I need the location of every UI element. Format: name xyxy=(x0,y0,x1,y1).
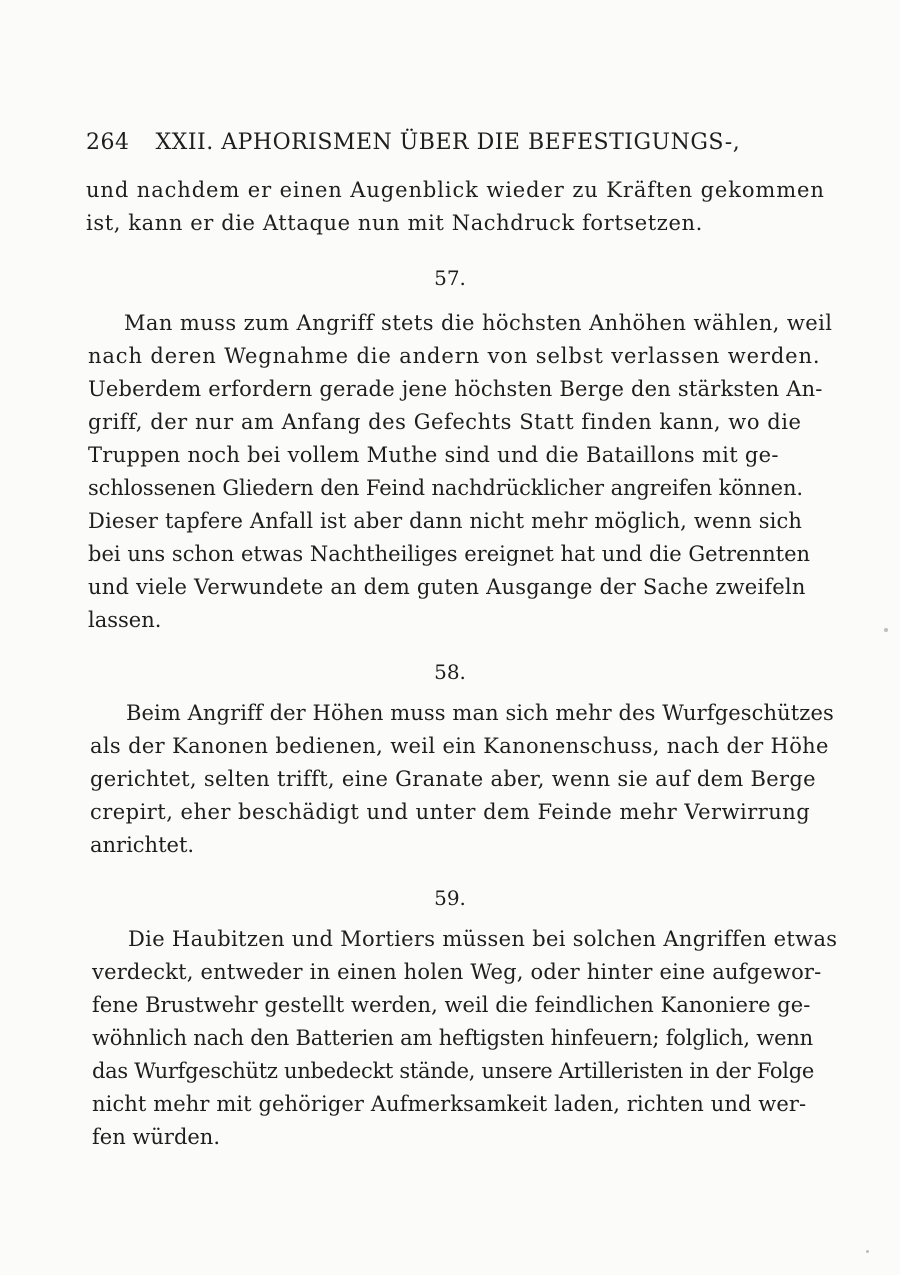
text-line: griff, der nur am Anfang des Gefechts Statt finden kann, wo die xyxy=(88,410,802,434)
text-line: Ueberdem erfordern gerade jene höchsten Berge den stärksten An- xyxy=(88,377,823,401)
text-line: Die Haubitzen und Mortiers müssen bei solchen Angriffen etwas xyxy=(128,927,838,951)
text-line: ist, kann er die Attaque nun mit Nachdruck fortsetzen. xyxy=(86,211,703,235)
text-line: als der Kanonen bedienen, weil ein Kanonenschuss, nach der Höhe xyxy=(90,734,829,758)
section-number: 59. xyxy=(434,886,466,910)
paper-speck xyxy=(866,1250,869,1253)
text-line: Man muss zum Angriff stets die höchsten Anhöhen wählen, weil xyxy=(124,311,833,335)
section-number: 57. xyxy=(434,266,466,290)
text-line: schlossenen Gliedern den Feind nachdrücklicher angreifen können. xyxy=(88,476,803,500)
text-line: und nachdem er einen Augenblick wieder zu Kräften gekommen xyxy=(86,178,825,202)
text-line: fene Brustwehr gestellt werden, weil die feindlichen Kanoniere ge- xyxy=(92,993,811,1017)
text-line: lassen. xyxy=(88,608,162,632)
text-line: Beim Angriff der Höhen muss man sich mehr des Wurfgeschützes xyxy=(126,701,834,725)
text-line: nach deren Wegnahme die andern von selbst verlassen werden. xyxy=(88,344,821,368)
text-line: das Wurfgeschütz unbedeckt stände, unsere Artilleristen in der Folge xyxy=(92,1059,814,1083)
paper-speck xyxy=(884,628,888,632)
text-line: nicht mehr mit gehöriger Aufmerksamkeit laden, richten und wer- xyxy=(92,1092,807,1116)
text-line: wöhnlich nach den Batterien am heftigsten hinfeuern; folglich, wenn xyxy=(92,1026,813,1050)
page-number: 264 xyxy=(86,130,130,155)
text-line: Truppen noch bei vollem Muthe sind und die Bataillons mit ge- xyxy=(88,443,779,467)
text-line: und viele Verwundete an dem guten Ausgange der Sache zweifeln xyxy=(88,575,806,599)
text-line: crepirt, eher beschädigt und unter dem Feinde mehr Verwirrung xyxy=(90,800,811,824)
text-line: fen würden. xyxy=(92,1125,221,1149)
running-header xyxy=(86,130,746,155)
text-line: Dieser tapfere Anfall ist aber dann nicht mehr möglich, wenn sich xyxy=(88,509,803,533)
text-line: gerichtet, selten trifft, eine Granate aber, wenn sie auf dem Berge xyxy=(90,767,816,791)
text-line: bei uns schon etwas Nachtheiliges ereignet hat und die Getrennten xyxy=(88,542,811,566)
text-line: verdeckt, entweder in einen holen Weg, oder hinter eine aufgewor- xyxy=(92,960,822,984)
running-title: XXII. APHORISMEN ÜBER DIE BEFESTIGUNGS-, xyxy=(155,130,741,155)
text-line: anrichtet. xyxy=(90,833,195,857)
section-number: 58. xyxy=(434,660,466,684)
